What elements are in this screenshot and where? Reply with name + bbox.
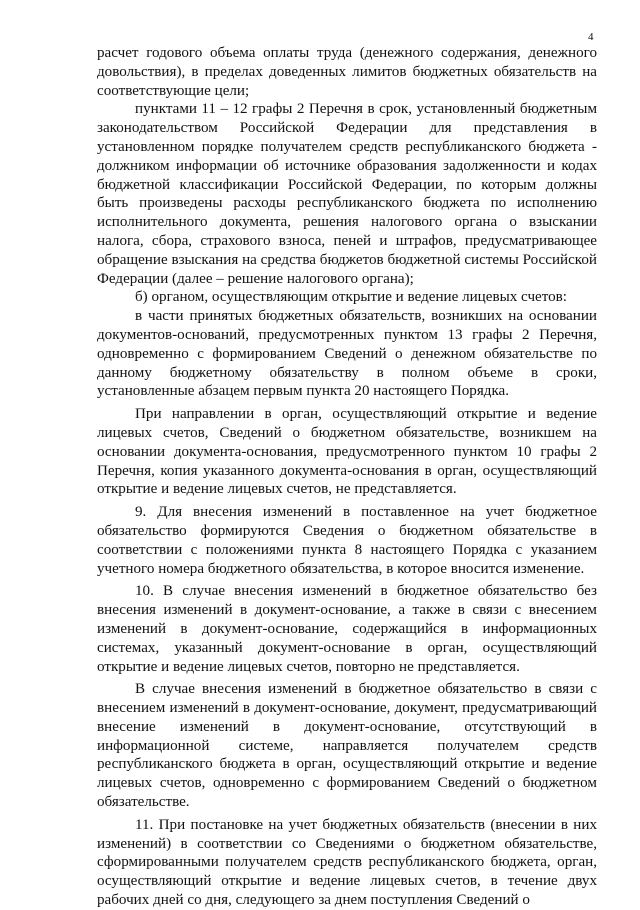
paragraph-submission-copy: При направлении в орган, осуществляющий открытие и ведение лицевых счетов, Сведений о бюджетном обязательстве, возникшем на основании документа-основания, предусмотренного пунктом 10 графы 2 Перечня, копия указанного документа-основания в орган, осуществляющий открытие и ведение лицевых счетов, не представляется.	[97, 406, 597, 498]
paragraph-accepted-obligations: в части принятых бюджетных обязательств, возникших на основании документов-оснований, предусмотренных пунктом 13 графы 2 Перечня, одновременно с формированием Сведений о денежном обязательстве по данному бюджетному обязательству в полном объеме в сроки, установленные абзацем первым пункта 20 настоящего Порядка.	[97, 308, 597, 400]
paragraph-annual-wage-fund: расчет годового объема оплаты труда (денежного содержания, денежного довольствия), в пределах доведенных лимитов бюджетных обязательств на соответствующие цели;	[97, 45, 597, 99]
paragraph-item-11: 11. При постановке на учет бюджетных обязательств (внесении в них изменений) в соответствии со Сведениями о бюджетном обязательстве, сформированными получателем средств республиканского бюджета, орган, осуществляющий открытие и ведение лицевых счетов, в течение двух рабочих дней со дня, следующего за днем поступления Сведений о	[97, 816, 597, 909]
paragraph-item-10: 10. В случае внесения изменений в бюджетное обязательство без внесения изменений в документ-основание, а также в связи с внесением изменений в документ-основание, содержащийся в информационных системах, указанный документ-основание в орган, осуществляющий открытие и ведение лицевых счетов, повторно не представляется.	[97, 583, 597, 675]
document-body	[97, 44, 597, 910]
paragraph-subitem-b: б) органом, осуществляющим открытие и ведение лицевых счетов:	[135, 289, 567, 306]
paragraph-item-10-changes: В случае внесения изменений в бюджетное обязательство в связи с внесением изменений в документ-основание, документ, предусматривающий внесение изменений в документ-основание, отсутствующий в информационной системе, направляется получателем средств республиканского бюджета в орган, осуществляющий открытие и ведение лицевых счетов, одновременно с формированием Сведений о бюджетном обязательстве.	[97, 681, 597, 811]
page-number: 4	[588, 31, 594, 43]
paragraph-item-9: 9. Для внесения изменений в поставленное на учет бюджетное обязательство формируются Сведения о бюджетном обязательстве в соответствии с положениями пункта 8 настоящего Порядка с указанием учетного номера бюджетного обязательства, в которое вносится изменение.	[97, 504, 597, 577]
paragraph-items-11-12: пунктами 11 – 12 графы 2 Перечня в срок, установленный бюджетным законодательством Российской Федерации для представления в установленном порядке получателем средств республиканского бюджета - должником информации об источнике образования задолженности и кодах бюджетной классификации Российской Федерации, по которым должны быть произведены расходы республиканского бюджета по исполнению исполнительного документа, решения налогового органа о взыскании налога, сбора, страхового взноса, пеней и штрафов, предусматривающее обращение взыскания на средства бюджетов бюджетной системы Российской Федерации (далее – решение налогового органа);	[97, 101, 597, 287]
